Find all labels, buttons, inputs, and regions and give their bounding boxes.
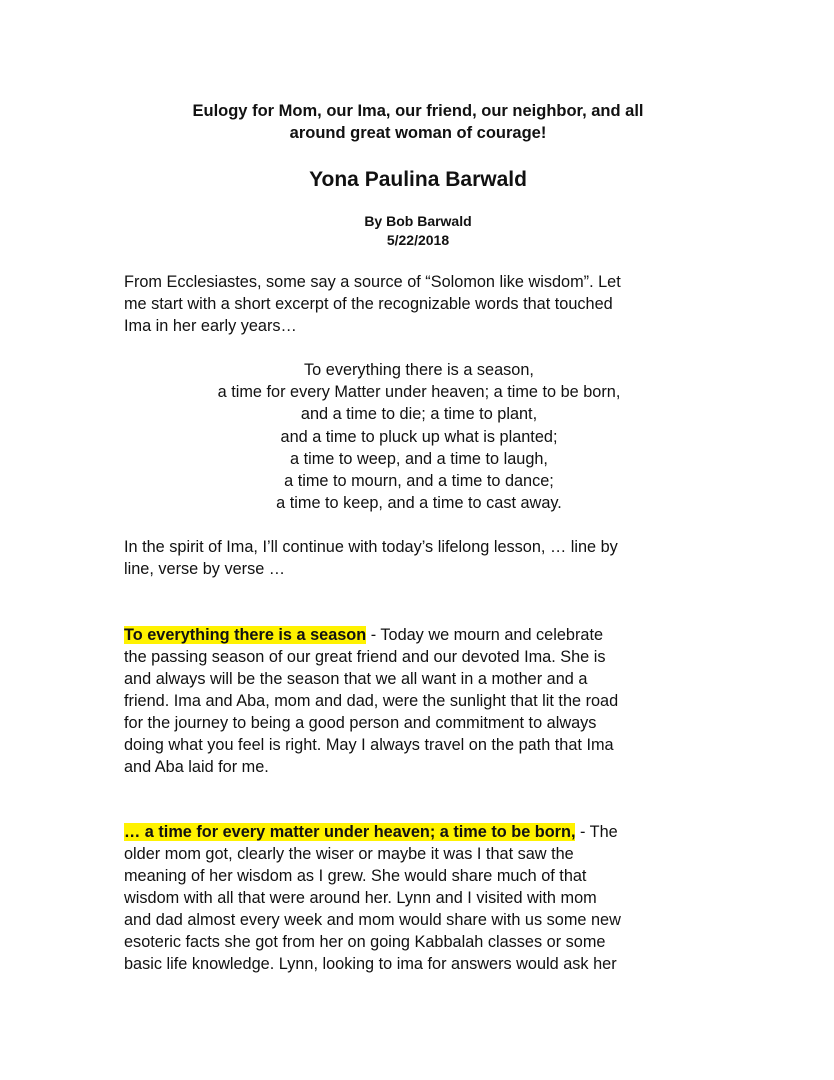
section-1-line: and always will be the season that we all want in a mother and a <box>124 670 588 688</box>
poem-line: a time to keep, and a time to cast away. <box>276 494 562 513</box>
section-1-line: and Aba laid for me. <box>124 758 269 776</box>
section-1-line: friend. Ima and Aba, mom and dad, were the sunlight that lit the road <box>124 692 619 710</box>
document-title <box>100 100 736 144</box>
section-2-first-line <box>124 821 724 843</box>
section-2-paragraph <box>124 821 724 975</box>
section-2-highlight: … a time for every matter under heaven; a time to be born, <box>124 823 576 841</box>
transition-paragraph <box>124 536 724 580</box>
section-1-line: for the journey to being a good person and commitment to always <box>124 714 597 732</box>
byline <box>100 212 736 250</box>
section-1-first-line <box>124 624 724 646</box>
transition-line: In the spirit of Ima, I’ll continue with today’s lifelong lesson, … line by <box>124 538 618 556</box>
title-line-2: around great woman of courage! <box>289 124 547 142</box>
section-2-first-line-rest: - The <box>575 823 618 841</box>
section-2-line: basic life knowledge. Lynn, looking to ima for answers would ask her <box>124 955 617 973</box>
section-2-line: meaning of her wisdom as I grew. She would share much of that <box>124 867 587 885</box>
poem-excerpt <box>124 359 714 514</box>
poem-line: a time for every Matter under heaven; a time to be born, <box>217 383 621 402</box>
section-1-paragraph <box>124 624 724 778</box>
section-1-line: the passing season of our great friend and our devoted Ima. She is <box>124 648 606 666</box>
poem-line: and a time to pluck up what is planted; <box>280 427 558 446</box>
section-1-first-line-rest: - Today we mourn and celebrate <box>366 626 604 644</box>
intro-line: From Ecclesiastes, some say a source of “Solomon like wisdom”. Let <box>124 273 621 291</box>
poem-line: To everything there is a season, <box>304 361 534 379</box>
date: 5/22/2018 <box>386 232 450 248</box>
intro-line: Ima in her early years… <box>124 317 297 335</box>
poem-line: a time to mourn, and a time to dance; <box>284 472 554 491</box>
section-2-line: and dad almost every week and mom would share with us some new <box>124 911 621 929</box>
poem-line: a time to weep, and a time to laugh, <box>290 449 548 468</box>
intro-paragraph <box>124 271 724 337</box>
transition-line: line, verse by verse … <box>124 560 286 578</box>
section-1-line: doing what you feel is right. May I always travel on the path that Ima <box>124 736 614 754</box>
poem-line: and a time to die; a time to plant, <box>300 405 538 424</box>
section-2-line: wisdom with all that were around her. Lynn and I visited with mom <box>124 889 597 907</box>
section-2-line: older mom got, clearly the wiser or maybe it was I that saw the <box>124 845 574 863</box>
author: By Bob Barwald <box>364 213 472 229</box>
title-line-1: Eulogy for Mom, our Ima, our friend, our neighbor, and all <box>192 102 644 120</box>
section-2-line: esoteric facts she got from her on going Kabbalah classes or some <box>124 933 606 951</box>
intro-line: me start with a short excerpt of the recognizable words that touched <box>124 295 613 313</box>
section-1-highlight: To everything there is a season <box>124 626 367 644</box>
subject-name: Yona Paulina Barwald <box>309 168 527 191</box>
